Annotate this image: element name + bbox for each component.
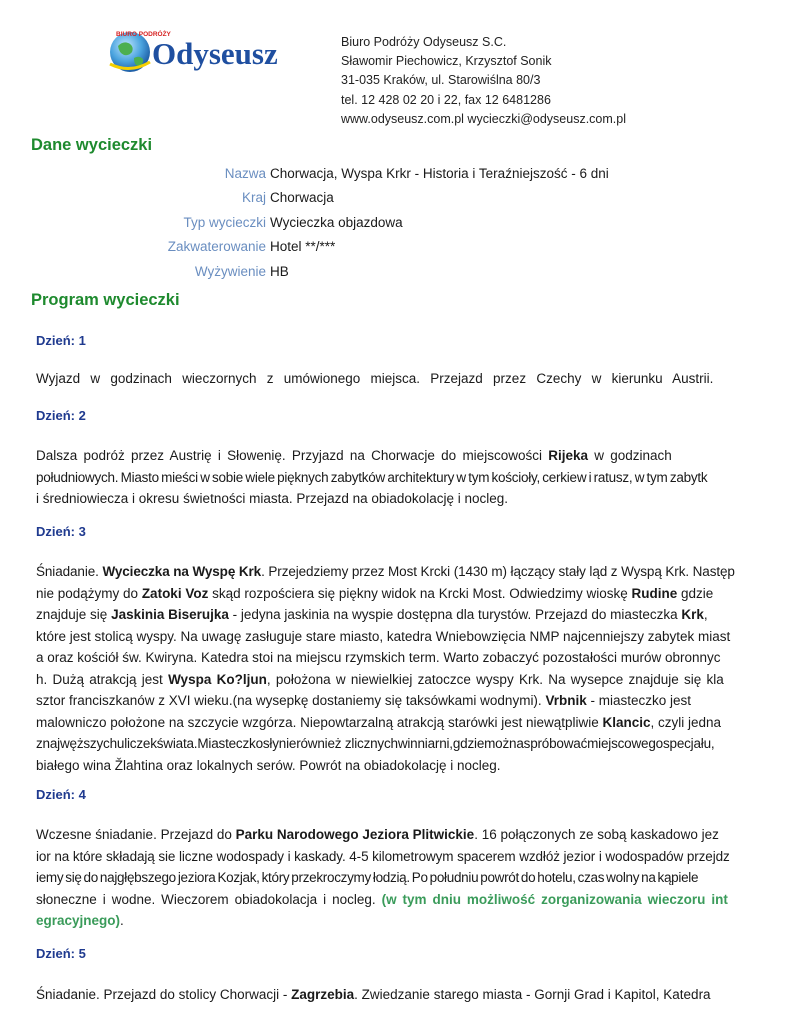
company-logo: [104, 24, 304, 80]
company-web-email: www.odyseusz.com.pl wycieczki@odyseusz.com.pl: [341, 111, 627, 126]
logo-brand-text: Odyseusz: [152, 36, 278, 71]
logo-badge-text: BIURO PODRÓŻY: [116, 31, 171, 38]
day-heading: Dzień: 3: [36, 524, 86, 539]
trip-label: Zakwaterowanie: [167, 239, 266, 255]
trip-row-accommodation: [0, 237, 700, 261]
day-1-description: Wyjazd w godzinach wieczornych z umówionego miejsca. Przejazd przez Czechy w kierunku Austrii.: [36, 371, 714, 386]
trip-value: Hotel **/***: [270, 239, 336, 255]
company-name: Biuro Podróży Odyseusz S.C.: [341, 35, 507, 49]
day-3-description: Śniadanie. Wycieczka na Wyspę Krk. Przejedziemy przez Most Krcki (1430 m) łączący stały ląd z Wyspą Krk. Następ nie podążymy do Zatoki Voz skąd rozpościera się piękny widok na Krcki Most. Odwiedzimy wioskę Rudine gdzie znajduje się Jaskinia Biserujka - jedyna jaskinia na wyspie dostępna dla turystów. Przejazd do miasteczka Krk, które jest stolicą wyspy. Na uwagę zasługuje stare miasto, katedra Wniebowzięcia NMP najcenniejszy zabytek miast a oraz kościół św. Kwiryna. Katedra stoi na miejscu rzymskich term. Warto zobaczyć pozostałości murów obronnyc h. Dużą atrakcją jest Wyspa Ko?ljun, położona w niewielkiej zatoczce wyspy Krk. Na wysepce znajduje się kla sztor franciszkanów z XVI wieku.(na wysepkę dostaniemy się taksówkami wodnymi). Vrbnik - miasteczko jest malowniczo położone na szczycie wzgórza. Niepowtarzalną atrakcją starówki jest niewątpliwie Klancic, czyli jedna znajwęższychuliczekświata.Miasteczkosłynierównież zlicznychwinniarni,gdziemożnaspróbowaćmiejscowegospecjału, białego wina Žlahtina oraz lokalnych serów. Powrót na obiadokolację i nocleg.: [36, 564, 735, 773]
trip-row-type: [0, 213, 700, 237]
globe-icon: [110, 32, 150, 72]
trip-value: Chorwacja: [270, 190, 334, 206]
company-address: 31-035 Kraków, ul. Starowiślna 80/3: [341, 73, 541, 88]
company-owners: Sławomir Piechowicz, Krzysztof Sonik: [341, 54, 552, 69]
day-2-description: Dalsza podróż przez Austrię i Słowenię. Przyjazd na Chorwacje do miejscowości Rijeka w godzinach południowych. Miasto mieści w sobie wiele pięknych zabytków architektury w tym kościoły, cerkiew i ratusz, w tym zabytk i średniowiecza i okresu świetności miasta. Przejazd na obiadokolację i nocleg.: [36, 448, 708, 506]
trip-details-table: [0, 164, 700, 286]
trip-label: Typ wycieczki: [183, 214, 266, 230]
trip-label: Wyżywienie: [194, 263, 266, 279]
trip-label: Kraj: [241, 190, 266, 206]
day-heading: Dzień: 5: [36, 946, 86, 961]
day-heading: Dzień: 2: [36, 408, 86, 423]
trip-row-meals: [0, 262, 700, 286]
day-heading: Dzień: 1: [36, 333, 86, 348]
trip-value: Chorwacja, Wyspa Krkr - Historia i Teraźniejszość - 6 dni: [270, 166, 609, 181]
trip-details-heading: Dane wycieczki: [31, 136, 153, 154]
program-heading: Program wycieczki: [31, 291, 180, 309]
company-phone: tel. 12 428 02 20 i 22, fax 12 6481286: [341, 92, 551, 107]
trip-row-name: [0, 164, 700, 188]
trip-row-country: [0, 188, 700, 212]
trip-label: Nazwa: [224, 166, 266, 181]
trip-value: HB: [270, 263, 289, 279]
day-4-description: Wczesne śniadanie. Przejazd do Parku Narodowego Jeziora Plitwickie. 16 połączonych ze sobą kaskadowo jez ior na które składają sie liczne wodospady i kaskady. 4-5 kilometrowym spacerem wzdłóż jezior i wodospadów przejdz iemy się do najgłębszego jeziora Kozjak, który przekroczymy łodzią. Po południu powrót do hotelu, czas wolny na kąpiele słoneczne i wodne. Wieczorem obiadokolacja i nocleg. (w tym dniu możliwość zorganizowania wieczoru int egracyjnego).: [36, 827, 730, 928]
company-info: [341, 33, 626, 129]
day-heading: Dzień: 4: [36, 787, 86, 802]
day-5-description: Śniadanie. Przejazd do stolicy Chorwacji - Zagrzebia. Zwiedzanie starego miasta - Gornji Grad i Kapitol, Katedra: [36, 987, 711, 1002]
trip-value: Wycieczka objazdowa: [270, 214, 403, 230]
